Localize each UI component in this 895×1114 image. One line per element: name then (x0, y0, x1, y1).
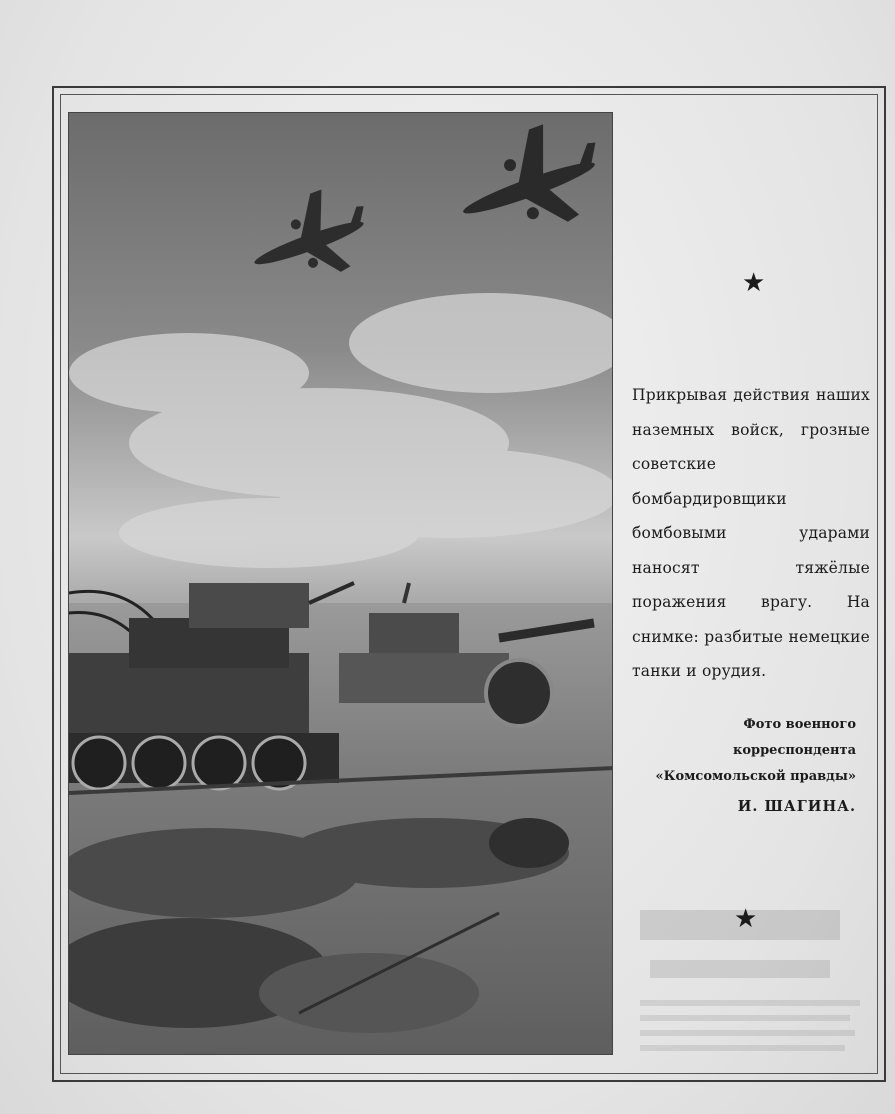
photo-caption: Прикрывая действия наших наземных войск, грозные советские бомбардировщики бомбовыми ударами наносят тяжёлые поражения врагу. На снимке: разбитые немецкие танки и орудия. (632, 386, 870, 680)
credit-line-3: «Комсомольской правды» (655, 769, 856, 784)
war-photograph (68, 112, 613, 1055)
credit-line-2: корреспондента (732, 743, 856, 758)
star-ornament-bottom: ★ (734, 904, 758, 934)
credit-author: И. ШАГИНА. (737, 798, 856, 815)
star-ornament-top: ★ (742, 268, 766, 298)
photo-illustration (69, 113, 613, 1055)
credit-line-1: Фото военного (743, 717, 856, 732)
photo-credit (610, 712, 856, 820)
